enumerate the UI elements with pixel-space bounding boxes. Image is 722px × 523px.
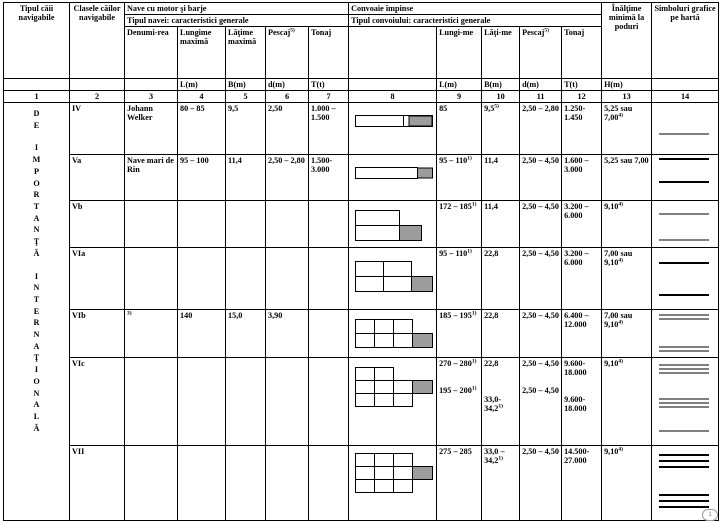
tonnage: 1.500-3.000	[309, 155, 349, 201]
convoy-length: 275 – 285	[437, 446, 482, 521]
convoy-diagram	[349, 310, 437, 358]
convoy-tonnage: 1.250-1.450	[562, 103, 602, 155]
max-length: 95 – 100	[178, 155, 226, 201]
convoy-draught: 2,50 – 2,80	[520, 103, 562, 155]
col-number: 3	[125, 91, 178, 103]
col-number: 5	[226, 91, 266, 103]
table-row	[4, 358, 719, 446]
convoy-diagram	[349, 103, 437, 155]
line-symbol-icon	[654, 359, 714, 443]
header-motor-vessels: Nave cu motor şi barje	[125, 3, 349, 15]
convoy-width: 11,4	[482, 155, 520, 201]
header-max-width: Lăţime maximă	[226, 27, 266, 79]
convoy-diagram-icon	[355, 261, 435, 295]
col-number: 13	[602, 91, 652, 103]
header-max-length: Lungime maximă	[178, 27, 226, 79]
col-number: 4	[178, 91, 226, 103]
header-graphic-symbols: Simboluri grafice pe hartă	[652, 3, 719, 79]
unit: T(t)	[309, 79, 349, 91]
class-cell: VIa	[70, 248, 125, 310]
header-tonnage-convoy: Tonaj	[562, 27, 602, 79]
table-row	[4, 155, 719, 201]
header-draught: Pescaj$^{5)}$	[266, 27, 309, 79]
convoy-diagram-icon	[355, 166, 435, 180]
col-number: 11	[520, 91, 562, 103]
vessel-name: Nave mari de Rin	[125, 155, 178, 201]
class-cell: IV	[70, 103, 125, 155]
international-importance-label: D E I M P O R T A N Ţ Ă I N T E R N A Ţ I O N A L Ă	[4, 103, 70, 521]
units-row	[4, 79, 719, 91]
graphic-symbol	[652, 248, 719, 310]
convoy-diagram-icon	[355, 319, 435, 353]
convoy-length: 95 – 110$^{1)}$	[437, 248, 482, 310]
line-symbol-icon	[654, 156, 714, 196]
line-symbol-icon	[654, 249, 714, 307]
unit: B(m)	[482, 79, 520, 91]
convoy-diagram	[349, 155, 437, 201]
convoy-width: 9,5$^{5)}$	[482, 103, 520, 155]
convoy-diagram-icon	[355, 453, 435, 511]
bridge-height: 7,00 sau 9,10$^{4)}$	[602, 310, 652, 358]
class-cell: Va	[70, 155, 125, 201]
page-number: 1	[702, 509, 718, 521]
line-symbol-icon	[654, 447, 714, 517]
convoy-width: 11,4	[482, 201, 520, 248]
convoy-draught: 2,50 – 4,50	[520, 310, 562, 358]
unit: L(m)	[437, 79, 482, 91]
convoy-width: 33,0 – 34,2$^{1)}$	[482, 446, 520, 521]
col-number: 12	[562, 91, 602, 103]
bridge-height: 7,00 sau 9,10$^{4)}$	[602, 248, 652, 310]
convoy-draught: 2,50 – 4,50	[520, 155, 562, 201]
graphic-symbol	[652, 358, 719, 446]
convoy-tonnage: 1.600 – 3.000	[562, 155, 602, 201]
header-draught-convoy: Pescaj$^{5)}$	[520, 27, 562, 79]
convoy-width: 22,8 33,0-34,2$^{1)}$	[482, 358, 520, 446]
unit: d(m)	[520, 79, 562, 91]
convoy-diagram-icon	[355, 367, 435, 417]
bridge-height: 9,10$^{4)}$	[602, 358, 652, 446]
waterway-classification-table	[3, 2, 719, 521]
class-cell: Vb	[70, 201, 125, 248]
line-symbol-icon	[654, 311, 714, 355]
convoy-diagram	[349, 446, 437, 521]
col-number: 7	[309, 91, 349, 103]
line-symbol-icon	[654, 202, 714, 246]
unit: B(m)	[226, 79, 266, 91]
header-vessel-type: Tipul navei: caracteristici generale	[125, 15, 349, 27]
convoy-draught: 2,50 – 4,50	[520, 248, 562, 310]
convoy-diagram	[349, 201, 437, 248]
convoy-length: 85	[437, 103, 482, 155]
max-length: 80 – 85	[178, 103, 226, 155]
graphic-symbol	[652, 201, 719, 248]
header-convoy-diagram	[349, 27, 437, 79]
graphic-symbol	[652, 103, 719, 155]
draught: 3,90	[266, 310, 309, 358]
tonnage: 1.000 – 1.500	[309, 103, 349, 155]
col-number: 8	[349, 91, 437, 103]
table-row	[4, 201, 719, 248]
convoy-draught: 2,50 – 4,50	[520, 201, 562, 248]
column-number-row	[4, 91, 719, 103]
convoy-width: 22,8	[482, 310, 520, 358]
convoy-tonnage: 9.600-18.000 9.600-18.000	[562, 358, 602, 446]
graphic-symbol	[652, 155, 719, 201]
convoy-tonnage: 6.400 – 12.000	[562, 310, 602, 358]
class-cell: VIb	[70, 310, 125, 358]
header-name: Denumi-rea	[125, 27, 178, 79]
col-number: 2	[70, 91, 125, 103]
header-tonnage: Tonaj	[309, 27, 349, 79]
unit: T(t)	[562, 79, 602, 91]
header-waterway-type: Tipul căii navigabile	[4, 3, 70, 79]
header-width: Lăţi-me	[482, 27, 520, 79]
convoy-tonnage: 14.500-27.000	[562, 446, 602, 521]
col-number: 10	[482, 91, 520, 103]
convoy-tonnage: 3.200 – 6.000	[562, 201, 602, 248]
convoy-tonnage: 3.200 – 6.000	[562, 248, 602, 310]
col-number: 1	[4, 91, 70, 103]
bridge-height: 9,10$^{4)}$	[602, 201, 652, 248]
max-length: 140	[178, 310, 226, 358]
convoy-length: 95 – 110$^{1)}$	[437, 155, 482, 201]
graphic-symbol	[652, 310, 719, 358]
header-length: Lungi-me	[437, 27, 482, 79]
draught: 2,50	[266, 103, 309, 155]
draught: 2,50 – 2,80	[266, 155, 309, 201]
convoy-width: 22,8	[482, 248, 520, 310]
convoy-draught: 2,50 – 4,50 2,50 – 4,50	[520, 358, 562, 446]
header-min-bridge-height: Înălţime minimă la poduri	[602, 3, 652, 79]
class-cell: VII	[70, 446, 125, 521]
unit: L(m)	[178, 79, 226, 91]
col-number: 9	[437, 91, 482, 103]
max-width: 15,0	[226, 310, 266, 358]
class-cell: VIc	[70, 358, 125, 446]
convoy-length: 172 – 185$^{1)}$	[437, 201, 482, 248]
bridge-height: 9,10$^{4)}$	[602, 446, 652, 521]
bridge-height: 5,25 sau 7,00	[602, 155, 652, 201]
convoy-diagram	[349, 248, 437, 310]
vessel-name: Johann Welker	[125, 103, 178, 155]
header-waterway-class: Clasele căilor navigabile	[70, 3, 125, 79]
unit: H(m)	[602, 79, 652, 91]
max-width: 11,4	[226, 155, 266, 201]
header-pushed-convoys: Convoaie împinse	[349, 3, 602, 15]
unit: d(m)	[266, 79, 309, 91]
bridge-height: 5,25 sau 7,00$^{4)}$	[602, 103, 652, 155]
convoy-length: 270 – 280$^{1)}$ 195 – 200$^{1)}$	[437, 358, 482, 446]
vessel-name: 3)	[125, 310, 178, 358]
convoy-draught: 2,50 – 4,50	[520, 446, 562, 521]
line-symbol-icon	[654, 104, 714, 150]
table-row	[4, 446, 719, 521]
convoy-diagram	[349, 358, 437, 446]
table-row	[4, 103, 719, 155]
convoy-diagram-icon	[355, 114, 435, 128]
convoy-diagram-icon	[355, 210, 435, 244]
header-convoy-type: Tipul convoiului: caracteristici generale	[349, 15, 602, 27]
table-row	[4, 248, 719, 310]
col-number: 6	[266, 91, 309, 103]
max-width: 9,5	[226, 103, 266, 155]
table-row	[4, 310, 719, 358]
convoy-length: 185 – 195$^{1)}$	[437, 310, 482, 358]
col-number: 14	[652, 91, 719, 103]
